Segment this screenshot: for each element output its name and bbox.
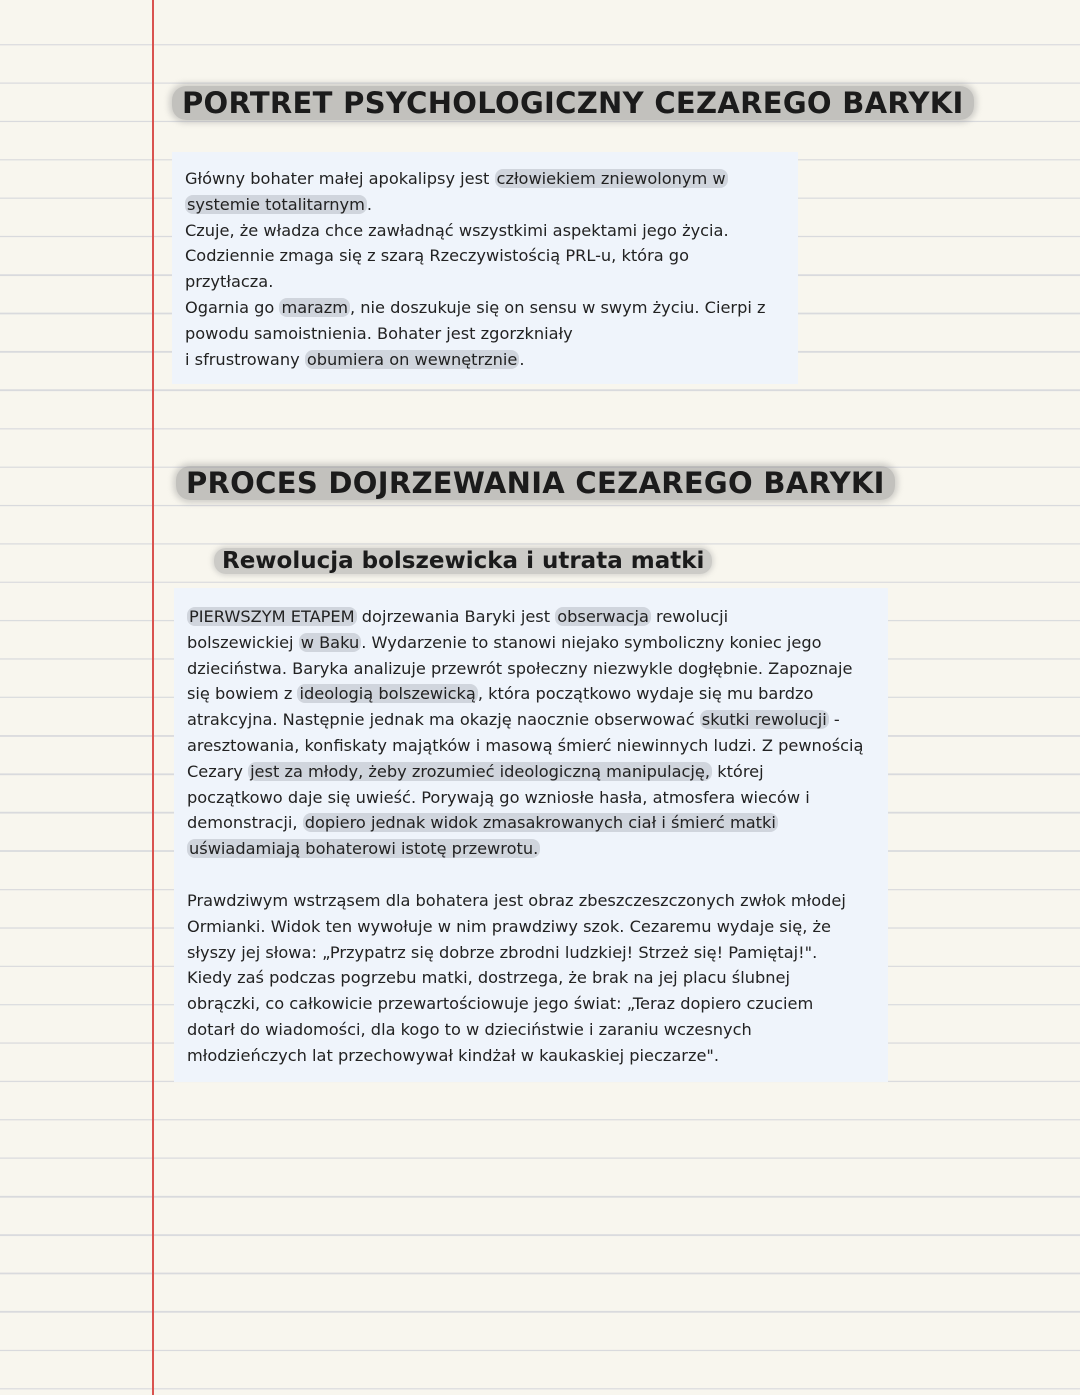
text-line: Kiedy zaś podczas pogrzebu matki, dostrzega, że brak na jej placu ślubnej — [187, 968, 790, 988]
subsection-title: Rewolucja bolszewicka i utrata matki — [214, 548, 712, 574]
text-line: aresztowania, konfiskaty majątków i masową śmierć niewinnych ludzi. Z pewnością — [187, 735, 864, 755]
paragraph-gap — [187, 862, 888, 888]
highlight: człowiekiem zniewolonym w — [496, 169, 726, 188]
text-line: dzieciństwa. Baryka analizuje przewrót społeczny niezwykle dogłębnie. Zapoznaje — [187, 658, 853, 678]
highlight: dopiero jednak widok zmasakrowanych ciał i śmierć matki — [304, 813, 776, 833]
highlight: w Baku — [300, 632, 360, 652]
highlight: PIERWSZYM ETAPEM — [189, 607, 355, 626]
text-line: Codziennie zmaga się z szarą Rzeczywistością PRL-u, która go — [185, 246, 689, 266]
text-line: i sfrustrowany obumiera on wewnętrznie . — [185, 349, 525, 369]
highlight: systemie totalitarnym — [187, 194, 365, 214]
text-line: Główny bohater małej apokalipsy jest człowiekiem zniewolonym w — [185, 169, 726, 188]
text-line: powodu samoistnienia. Bohater jest zgorzkniały — [185, 323, 573, 343]
highlight: obumiera on wewnętrznie — [306, 349, 518, 369]
text-line — [187, 836, 888, 862]
highlight: skutki rewolucji — [701, 710, 827, 730]
proces-text-box — [174, 588, 888, 1082]
text-line: demonstracji, dopiero jednak widok zmasakrowanych ciał i śmierć matki — [187, 813, 776, 833]
text-line: Prawdziwym wstrząsem dla bohatera jest obraz zbeszczeszczonych zwłok młodej — [187, 890, 846, 910]
portret-text-box — [172, 152, 798, 384]
text-line: początkowo daje się uwieść. Porywają go wzniosłe hasła, atmosfera wieców i — [187, 787, 810, 807]
text-line: Czuje, że władza chce zawładnąć wszystkimi aspektami jego życia. — [185, 220, 729, 240]
text-line: PIERWSZYM ETAPEM dojrzewania Baryki jest obserwacja rewolucji — [189, 607, 729, 626]
margin-line — [152, 0, 154, 1395]
text-line: bolszewickiej w Baku . Wydarzenie to stanowi niejako symboliczny koniec jego — [187, 632, 822, 652]
text-line: Cezary jest za młody, żeby zrozumieć ideologiczną manipulację, której — [187, 761, 764, 781]
text-line: atrakcyjna. Następnie jednak ma okazję naocznie obserwować skutki rewolucji - — [187, 710, 840, 730]
text-line: się bowiem z ideologią bolszewicką , która początkowo wydaje się mu bardzo — [187, 684, 814, 704]
highlight: marazm — [281, 297, 348, 317]
text-line: młodzieńczych lat przechowywał kindżał w kaukaskiej pieczarze". — [187, 1045, 720, 1065]
text-line: dotarł do wiadomości, dla kogo to w dzieciństwie i zaraniu wczesnych — [187, 1019, 752, 1039]
highlight: uświadamiają bohaterowi istotę przewrotu. — [189, 839, 539, 859]
section-title-proces: PROCES DOJRZEWANIA CEZAREGO BARYKI — [176, 466, 895, 500]
highlight: ideologią bolszewicką — [299, 684, 476, 704]
text-line: Ormianki. Widok ten wywołuje w nim prawdziwy szok. Cezaremu wydaje się, że — [187, 916, 831, 936]
text-line: obrączki, co całkowicie przewartościowuje jego świat: „Teraz dopiero czuciem — [187, 994, 814, 1014]
highlight: jest za młody, żeby zrozumieć ideologiczną manipulację, — [250, 761, 711, 781]
text-line: słyszy jej słowa: „Przypatrz się dobrze zbrodni ludzkiej! Strzeż się! Pamiętaj!". — [187, 942, 818, 962]
highlight: obserwacja — [557, 607, 649, 626]
section-title-portret: PORTRET PSYCHOLOGICZNY CEZAREGO BARYKI — [172, 86, 974, 120]
text-line: Ogarnia go marazm , nie doszukuje się on sensu w swym życiu. Cierpi z — [185, 297, 766, 317]
text-line: systemie totalitarnym . — [187, 194, 373, 214]
text-line: przytłacza. — [185, 272, 274, 292]
